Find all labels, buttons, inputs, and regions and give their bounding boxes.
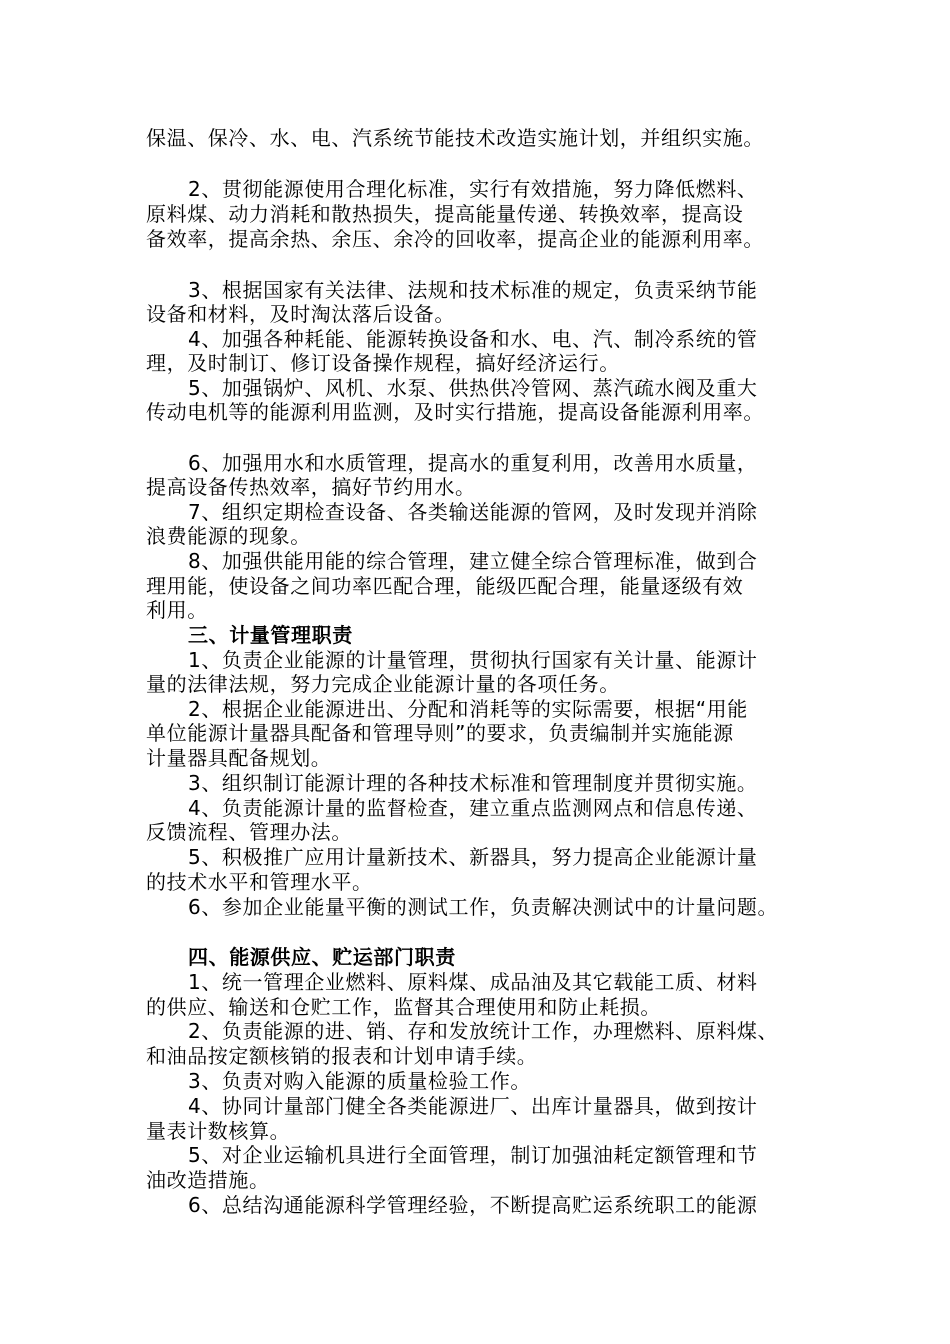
text-line: 传动电机等的能源利用监测，及时实行措施，提高设备能源利用率。 <box>146 400 764 424</box>
text-line: 量表计数核算。 <box>146 1119 291 1143</box>
text-line: 3、组织制订能源计理的各种技术标准和管理制度并贯彻实施。 <box>188 771 758 795</box>
section-heading: 四、能源供应、贮运部门职责 <box>188 945 456 969</box>
text-line: 反馈流程、管理办法。 <box>146 820 352 844</box>
text-line: 保温、保冷、水、电、汽系统节能技术改造实施计划，并组织实施。 <box>146 126 764 150</box>
text-line: 4、负责能源计量的监督检查，建立重点监测网点和信息传递、 <box>188 796 758 820</box>
text-line: 量的法律法规，努力完成企业能源计量的各项任务。 <box>146 672 620 696</box>
section-heading: 三、计量管理职责 <box>188 623 353 647</box>
text-line: 1、负责企业能源的计量管理，贯彻执行国家有关计量、能源计 <box>188 648 758 672</box>
text-line: 浪费能源的现象。 <box>146 524 311 548</box>
text-line: 的技术水平和管理水平。 <box>146 870 373 894</box>
text-line: 2、根据企业能源进出、分配和消耗等的实际需要，根据“用能 <box>188 697 748 721</box>
text-line: 5、积极推广应用计量新技术、新器具，努力提高企业能源计量 <box>188 845 758 869</box>
text-line: 2、负责能源的进、销、存和发放统计工作，办理燃料、原料煤、 <box>188 1019 779 1043</box>
text-line: 原料煤、动力消耗和散热损失，提高能量传递、转换效率，提高设 <box>146 202 744 226</box>
text-line: 3、负责对购入能源的质量检验工作。 <box>188 1069 531 1093</box>
text-line: 单位能源计量器具配备和管理导则”的要求，负责编制并实施能源 <box>146 721 734 745</box>
text-line: 6、总结沟通能源科学管理经验，不断提高贮运系统职工的能源 <box>188 1193 758 1217</box>
text-line: 4、加强各种耗能、能源转换设备和水、电、汽、制冷系统的管 <box>188 327 758 351</box>
text-line: 理，及时制订、修订设备操作规程，搞好经济运行。 <box>146 351 620 375</box>
text-line: 4、协同计量部门健全各类能源进厂、出库计量器具，做到按计 <box>188 1094 758 1118</box>
text-line: 3、根据国家有关法律、法规和技术标准的规定，负责采纳节能 <box>188 278 758 302</box>
text-line: 2、贯彻能源使用合理化标准，实行有效措施，努力降低燃料、 <box>188 177 758 201</box>
text-line: 7、组织定期检查设备、各类输送能源的管网，及时发现并消除 <box>188 500 758 524</box>
text-line: 1、统一管理企业燃料、原料煤、成品油及其它载能工质、材料 <box>188 970 758 994</box>
text-line: 油改造措施。 <box>146 1168 270 1192</box>
text-line: 5、对企业运输机具进行全面管理，制订加强油耗定额管理和节 <box>188 1143 758 1167</box>
text-line: 和油品按定额核销的报表和计划申请手续。 <box>146 1044 538 1068</box>
text-line: 理用能，使设备之间功率匹配合理，能级匹配合理，能量逐级有效 <box>146 574 744 598</box>
text-line: 计量器具配备规划。 <box>146 746 332 770</box>
text-line: 6、加强用水和水质管理，提高水的重复利用，改善用水质量， <box>188 451 758 475</box>
text-line: 6、参加企业能量平衡的测试工作，负责解决测试中的计量问题。 <box>188 895 779 919</box>
text-line: 备效率，提高余热、余压、余冷的回收率，提高企业的能源利用率。 <box>146 227 764 251</box>
text-line: 提高设备传热效率，搞好节约用水。 <box>146 475 476 499</box>
text-line: 的供应、输送和仓贮工作，监督其合理使用和防止耗损。 <box>146 995 661 1019</box>
text-line: 8、加强供能用能的综合管理，建立健全综合管理标准，做到合 <box>188 549 758 573</box>
text-line: 利用。 <box>146 598 208 622</box>
text-line: 5、加强锅炉、风机、水泵、供热供冷管网、蒸汽疏水阀及重大 <box>188 376 758 400</box>
text-line: 设备和材料，及时淘汰落后设备。 <box>146 302 455 326</box>
